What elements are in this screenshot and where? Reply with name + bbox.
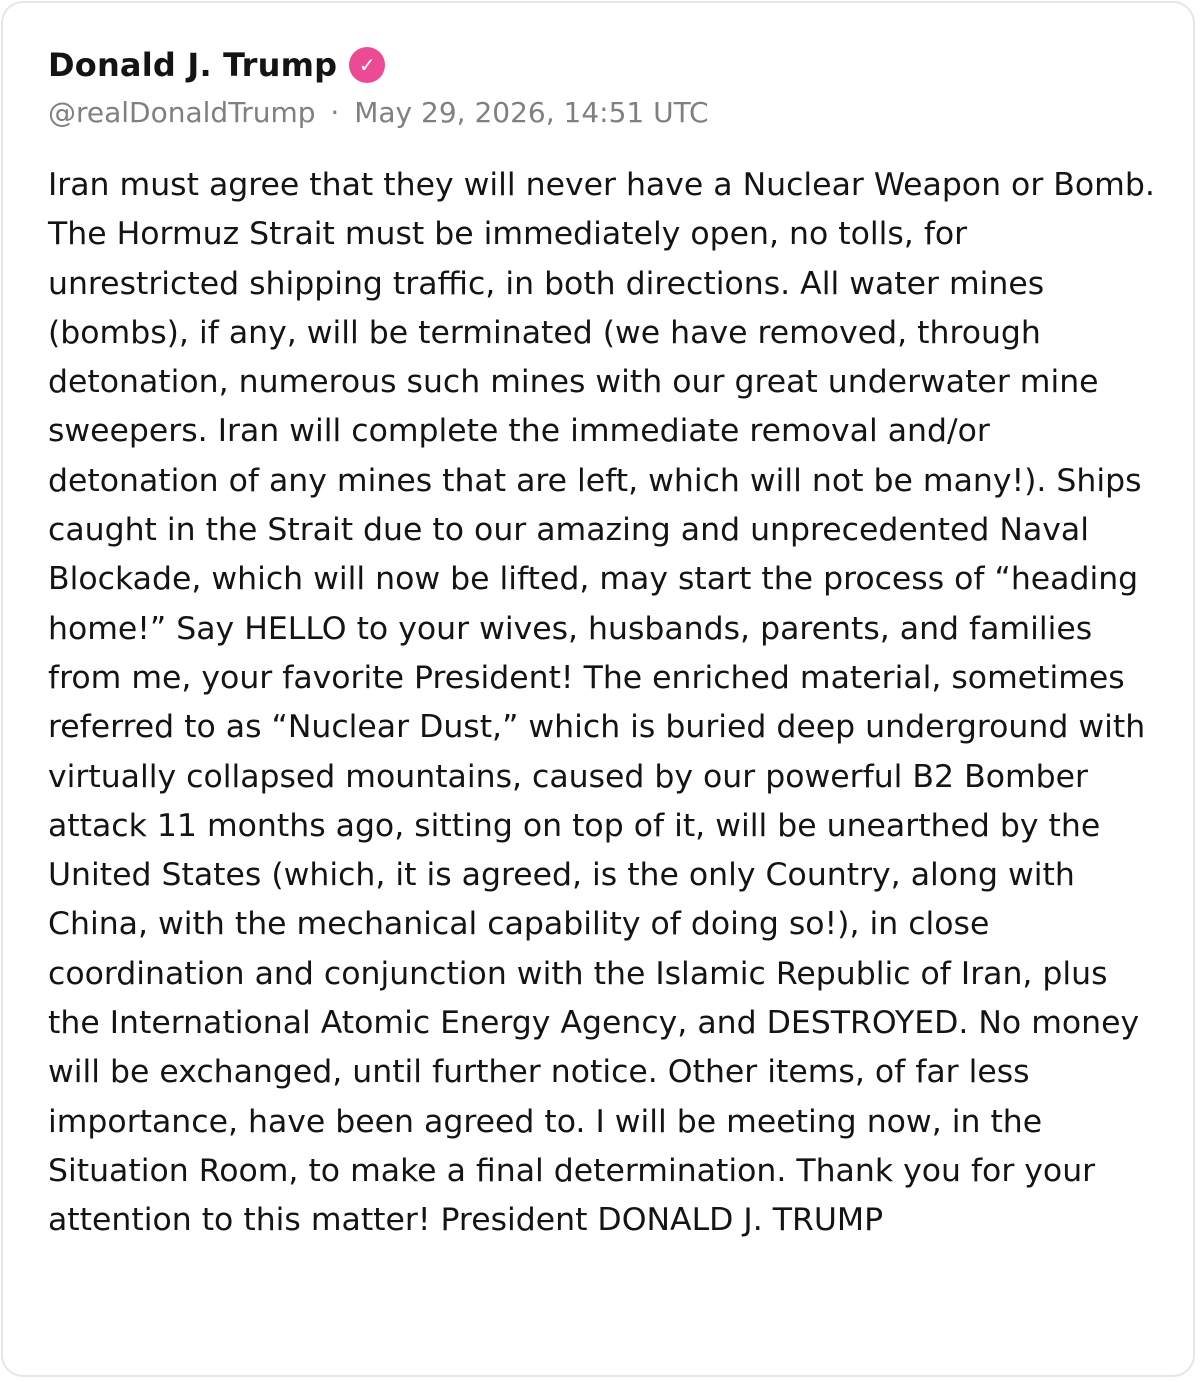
meta-separator: · <box>330 96 340 129</box>
post-card <box>1 1 1195 1377</box>
post-meta <box>48 91 1153 135</box>
post-text: Iran must agree that they will never have a Nuclear Weapon or Bomb. The Hormuz Strait must be immediately open, no tolls, for unrestricted shipping traffic, in both directions. All water mines (bombs), if any, will be terminated (we have removed, through detonation, numerous such mines with our great underwater mine sweepers. Iran will complete the immediate removal and/or detonation of any mines that are left, which will not be many!). Ships caught in the Strait due to our amazing and unprecedented Naval Blockade, which will now be lifted, may start the process of “heading home!” Say HELLO to your wives, husbands, parents, and families from me, your favorite President! The enriched material, sometimes referred to as “Nuclear Dust,” which is buried deep underground with virtually collapsed mountains, caused by our powerful B2 Bomber attack 11 months ago, sitting on top of it, will be unearthed by the United States (which, it is agreed, is the only Country, along with China, with the mechanical capability of doing so!), in close coordination and conjunction with the Islamic Republic of Iran, plus the International Atomic Energy Agency, and DESTROYED. No money will be exchanged, until further notice. Other items, of far less importance, have been agreed to. I will be meeting now, in the Situation Room, to make a final determination. Thank you for your attention to this matter! President DONALD J. TRUMP <box>48 167 1155 1239</box>
verified-check-icon: ✓ <box>349 47 385 83</box>
author-name[interactable]: Donald J. Trump <box>48 46 338 84</box>
post-header <box>48 43 1153 135</box>
post-timestamp[interactable]: May 29, 2026, 14:51 UTC <box>354 96 709 129</box>
author-row <box>48 43 1153 87</box>
author-handle[interactable]: @realDonaldTrump <box>48 96 316 129</box>
